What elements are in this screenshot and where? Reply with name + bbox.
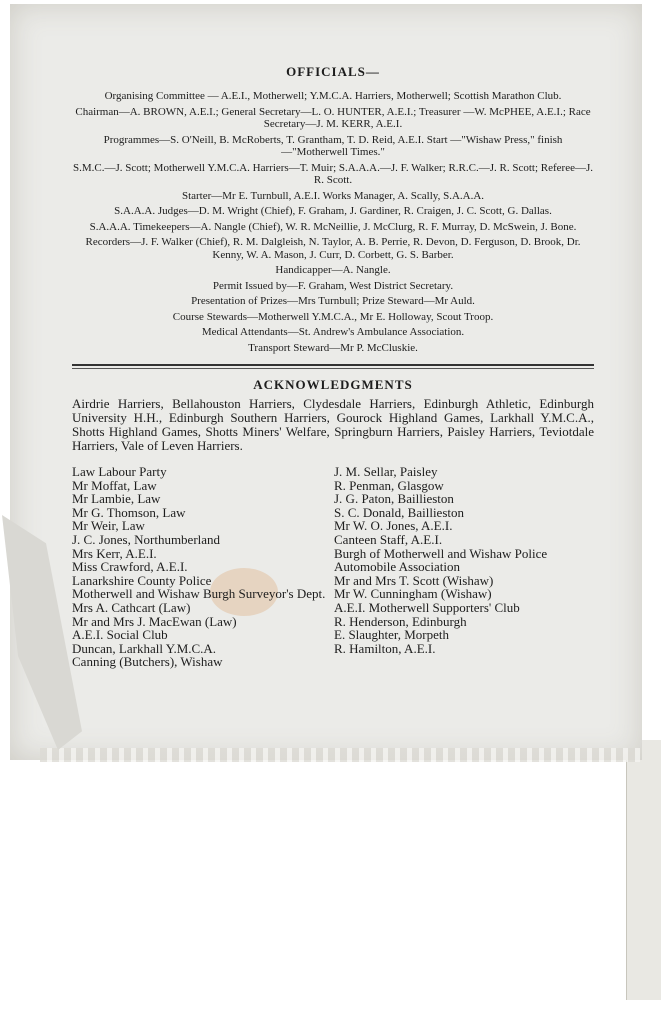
list-item: Miss Crawford, A.E.I. bbox=[72, 559, 188, 575]
list-item: Canteen Staff, A.E.I. bbox=[334, 531, 443, 547]
list-item: J. M. Sellar, Paisley bbox=[334, 464, 438, 479]
list-item: A.E.I. Social Club bbox=[72, 627, 168, 643]
list-item: Mrs Kerr, A.E.I. bbox=[72, 545, 157, 561]
list-item: Mrs A. Cathcart (Law) bbox=[72, 599, 191, 615]
list-item: Mr W. Cunningham (Wishaw) bbox=[334, 586, 492, 602]
list-item: Burgh of Motherwell and Wishaw Police bbox=[334, 545, 548, 561]
acknowledgments-left-column bbox=[72, 465, 332, 669]
officials-line: Programmes—S. O'Neill, B. McRoberts, T. Grantham, T. D. Reid, A.E.I. Start —"Wishaw Press," finish—"Motherwell Times." bbox=[103, 133, 563, 158]
list-item: Duncan, Larkhall Y.M.C.A. bbox=[72, 640, 217, 656]
list-item: Mr Lambie, Law bbox=[72, 491, 161, 507]
list-item: Mr Weir, Law bbox=[72, 518, 145, 534]
list-item: E. Slaughter, Morpeth bbox=[334, 627, 450, 643]
officials-line: Presentation of Prizes—Mrs Turnbull; Prize Steward—Mr Auld. bbox=[191, 295, 475, 307]
officials-line: Course Stewards—Motherwell Y.M.C.A., Mr E. Holloway, Scout Troop. bbox=[172, 310, 494, 323]
list-item: R. Henderson, Edinburgh bbox=[334, 613, 467, 629]
officials-line: Organising Committee — A.E.I., Motherwell; Y.M.C.A. Harriers, Motherwell; Scottish Marathon Club. bbox=[104, 90, 562, 102]
officials-line: S.A.A.A. Timekeepers—A. Nangle (Chief), W. R. McNeillie, J. McClurg, R. F. Murray, D. McSwein, J. Bone. bbox=[89, 220, 577, 233]
list-item: Mr and Mrs T. Scott (Wishaw) bbox=[334, 572, 494, 588]
officials-heading: OFFICIALS— bbox=[286, 64, 380, 79]
list-item: R. Penman, Glasgow bbox=[334, 477, 444, 493]
list-item: R. Hamilton, A.E.I. bbox=[334, 640, 436, 656]
list-item: Mr and Mrs J. MacEwan (Law) bbox=[72, 613, 237, 629]
list-item: Mr W. O. Jones, A.E.I. bbox=[334, 518, 453, 534]
list-item: Motherwell and Wishaw Burgh Surveyor's Dept. bbox=[72, 586, 326, 602]
torn-edge bbox=[40, 748, 640, 762]
list-item: Mr G. Thomson, Law bbox=[72, 504, 186, 520]
officials-line: S.M.C.—J. Scott; Motherwell Y.M.C.A. Harriers—T. Muir; S.A.A.A.—J. F. Walker; R.R.C.—J. R. Scott; Referee—J. R. Scott. bbox=[72, 161, 593, 186]
officials-line: Permit Issued by—F. Graham, West District Secretary. bbox=[212, 279, 454, 292]
officials-line: Starter—Mr E. Turnbull, A.E.I. Works Manager, A. Scally, S.A.A.A. bbox=[181, 189, 485, 202]
paper-tail bbox=[626, 740, 661, 1000]
officials-line: Medical Attendants—St. Andrew's Ambulance Association. bbox=[201, 326, 465, 338]
officials-list bbox=[72, 90, 594, 354]
acknowledgments-heading: ACKNOWLEDGMENTS bbox=[253, 377, 413, 392]
section-divider bbox=[72, 364, 594, 369]
acknowledgments-columns bbox=[72, 465, 594, 669]
officials-line: Recorders—J. F. Walker (Chief), R. M. Dalgleish, N. Taylor, A. B. Perrie, R. Devon, D. Ferguson, D. Brook, Dr. Kenny, W. A. Mason, J. Curr, D. Corbett, G. S. Barber. bbox=[85, 236, 581, 261]
officials-line: Handicapper—A. Nangle. bbox=[275, 264, 391, 276]
acknowledgments-clubs: Airdrie Harriers, Bellahouston Harriers, Clydesdale Harriers, Edinburgh Athletic, Edinburgh University H.H., Edinburgh Southern Harriers, Gourock Highland Games, Larkhall Y.M.C.A., Shotts Highland Games, Shotts Miners' Welfare, Springburn Harriers, Paisley Harriers, Teviotdale Harriers, Vale of Leven Harriers. bbox=[72, 396, 594, 453]
officials-line: Transport Steward—Mr P. McCluskie. bbox=[248, 341, 418, 354]
list-item: Lanarkshire County Police bbox=[72, 572, 212, 588]
list-item: Law Labour Party bbox=[72, 464, 167, 479]
page-content bbox=[72, 64, 594, 669]
officials-line: Chairman—A. BROWN, A.E.I.; General Secretary—L. O. HUNTER, A.E.I.; Treasurer —W. McPHEE, A.E.I.; Race Secretary—J. M. KERR, A.E.I. bbox=[75, 105, 591, 130]
list-item: S. C. Donald, Baillieston bbox=[334, 504, 464, 520]
officials-line: S.A.A.A. Judges—D. M. Wright (Chief), F. Graham, J. Gardiner, R. Craigen, J. C. Scott, G. Dallas. bbox=[114, 205, 552, 217]
list-item: Canning (Butchers), Wishaw bbox=[72, 654, 223, 670]
list-item: J. C. Jones, Northumberland bbox=[72, 531, 221, 547]
acknowledgments-right-column bbox=[334, 465, 594, 669]
list-item: Automobile Association bbox=[334, 559, 461, 575]
list-item: Mr Moffat, Law bbox=[72, 477, 157, 493]
list-item: A.E.I. Motherwell Supporters' Club bbox=[334, 599, 520, 615]
list-item: J. G. Paton, Baillieston bbox=[334, 491, 454, 507]
